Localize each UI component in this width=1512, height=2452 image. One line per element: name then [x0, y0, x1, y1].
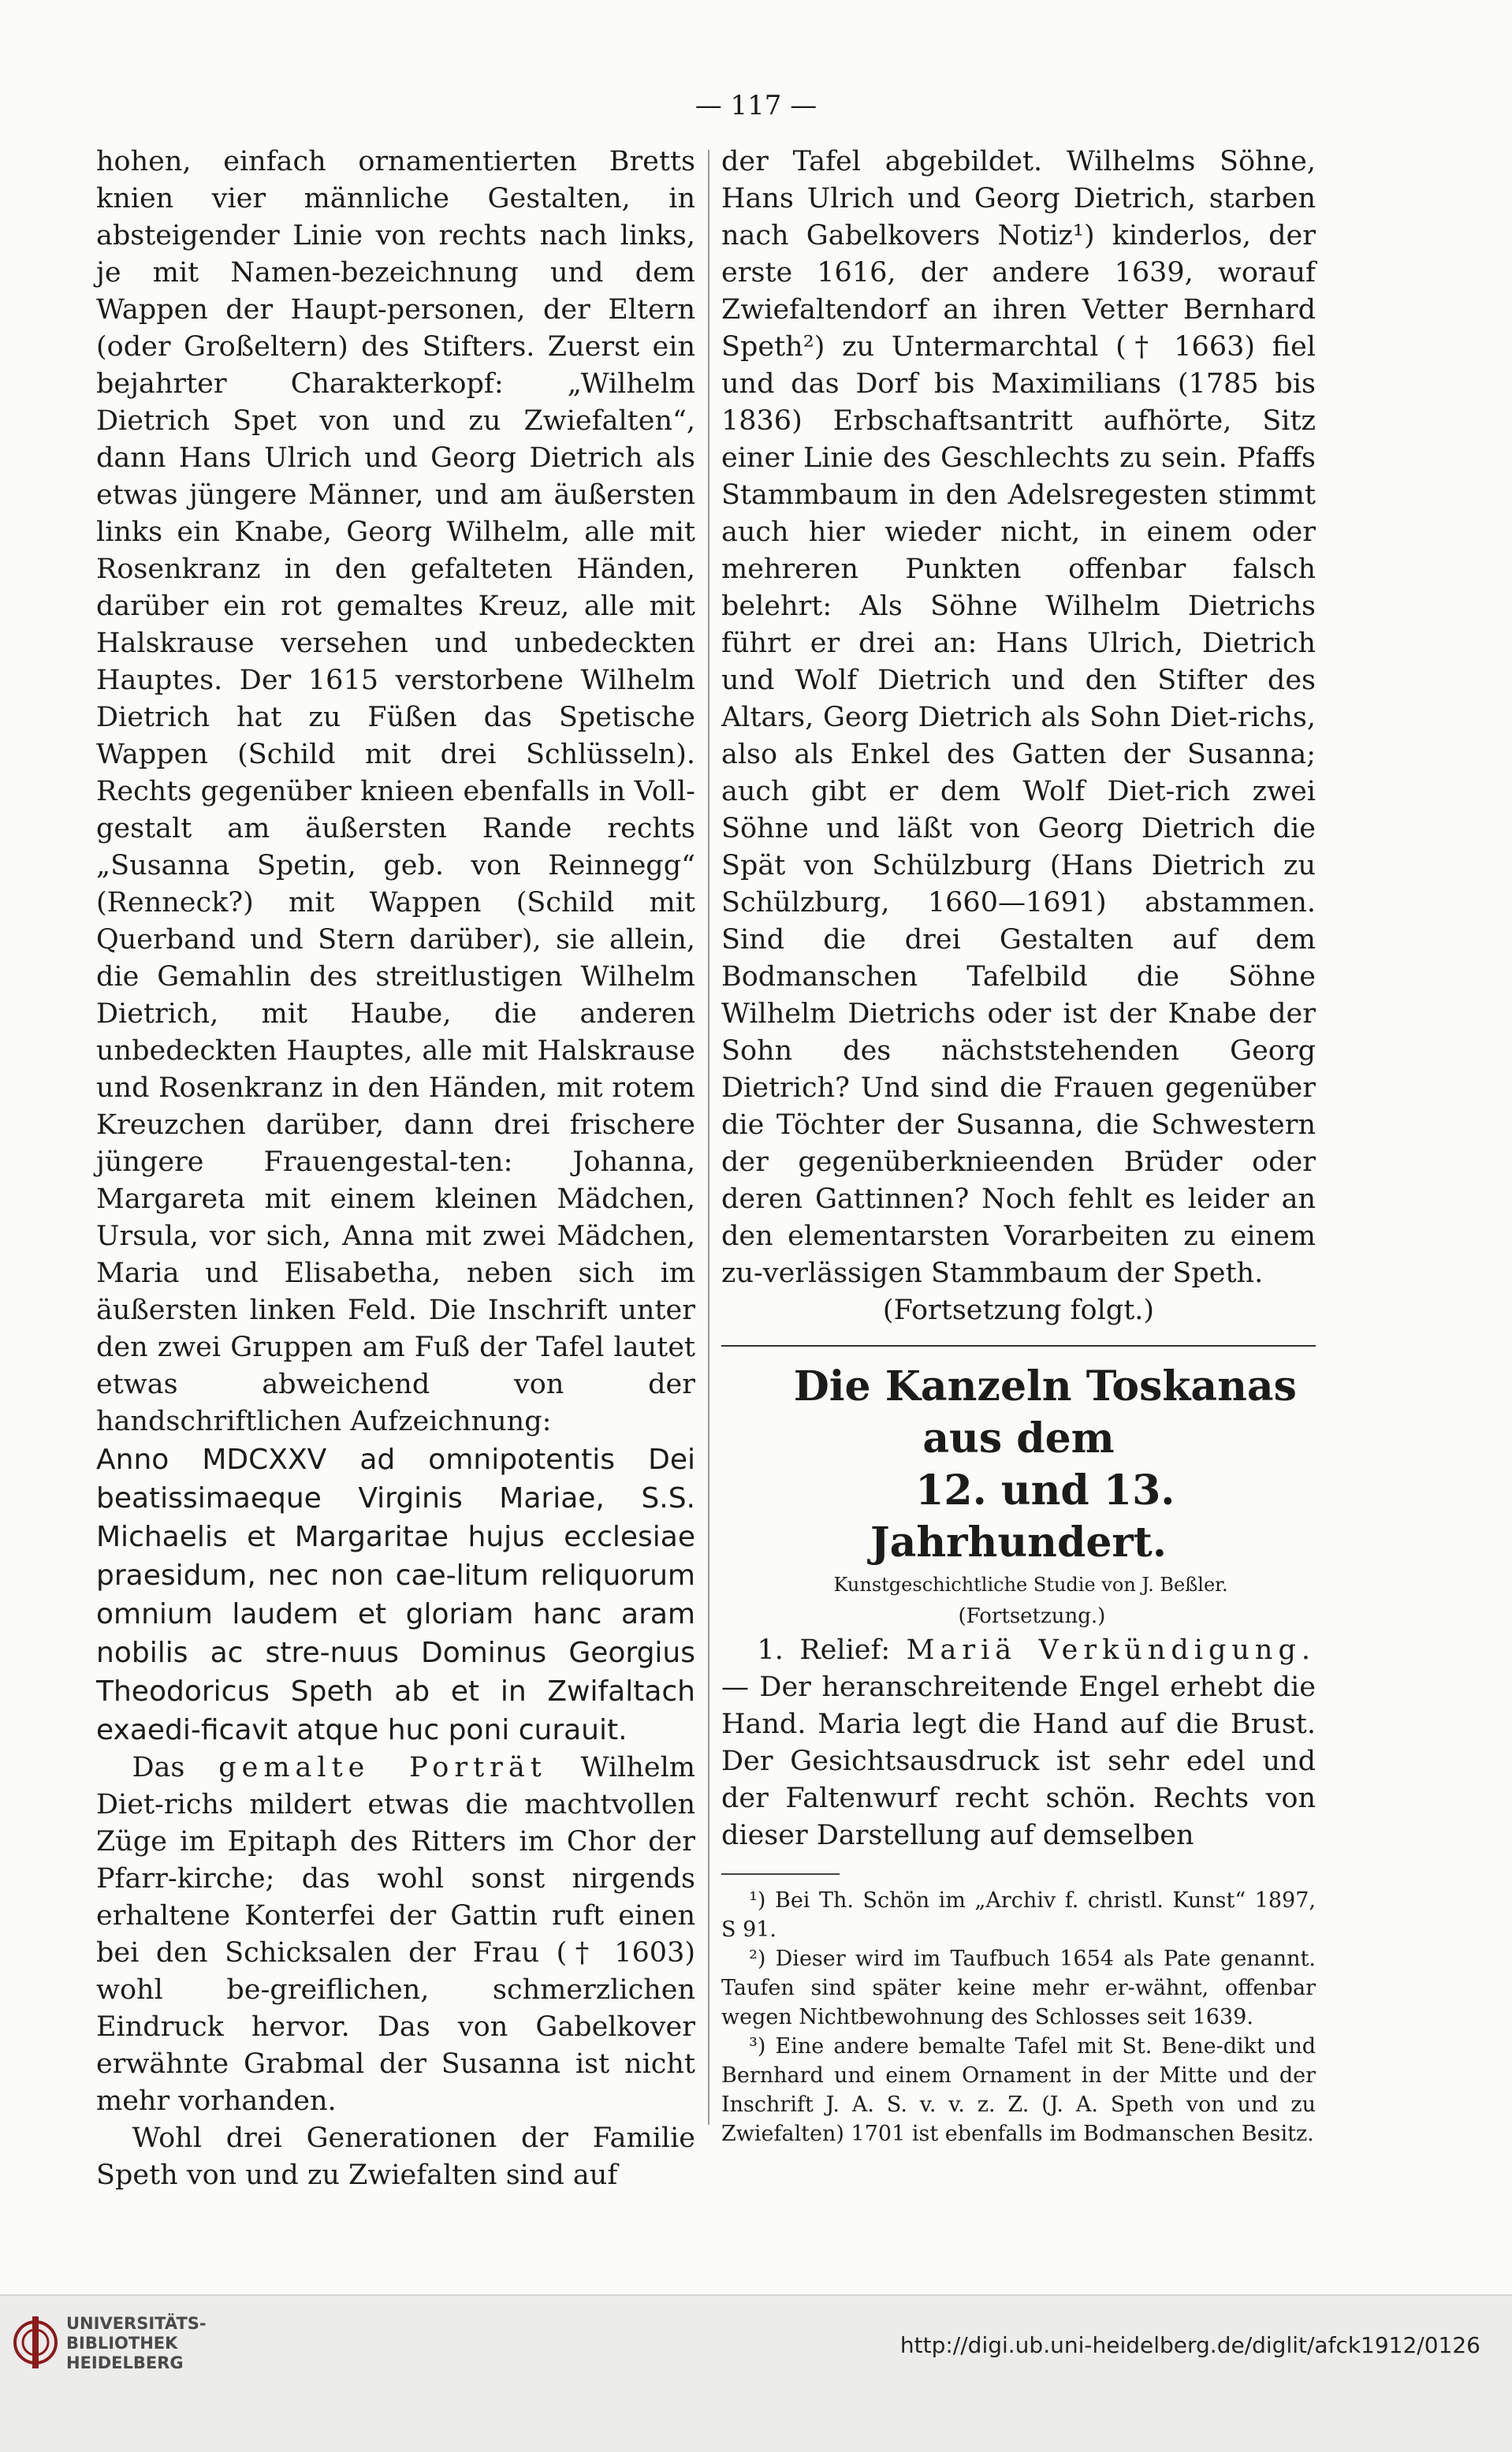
- continued-note: (Fortsetzung folgt.): [882, 1295, 1155, 1326]
- footer-bar: [0, 2294, 1512, 2452]
- library-name-line-3: HEIDELBERG: [66, 2353, 184, 2372]
- article-fortsetzung: (Fortsetzung.): [958, 1604, 1106, 1628]
- left-column: [96, 143, 695, 2194]
- footnote-2: ²) Dieser wird im Taufbuch 1654 als Pate genannt. Taufen sind später keine mehr er-wähnt, offenbar wegen Nichtbewohnung des Schlosses seit 1639.: [721, 1947, 1316, 2029]
- article-title-line-2: 12. und 13. Jahrhundert.: [870, 1466, 1175, 1567]
- left-paragraph-3: Wohl drei Generationen der Familie Speth von und zu Zwiefalten sind auf: [96, 2122, 695, 2191]
- left-paragraph-2: [96, 1750, 695, 2120]
- article-subtitle: Kunstgeschichtliche Studie von J. Beßler.: [833, 1574, 1228, 1596]
- library-name: [66, 2314, 207, 2373]
- page-number: — 117 —: [695, 90, 817, 121]
- footnote-rule: [721, 1873, 840, 1875]
- library-name-line-2: BIBLIOTHEK: [66, 2334, 178, 2353]
- footnote-3: ³) Eine andere bemalte Tafel mit St. Bene-dikt und Bernhard und einem Ornament in der Mitte und der Inschrift J. A. S. v. v. z. Z. (J. A. Speth von und zu Zwiefalten) 1701 ist ebenfalls im Bodmanschen Besitz.: [721, 2034, 1316, 2146]
- spaced-term-portraet: gemalte Porträt: [218, 1752, 547, 1783]
- right-paragraph-2-rest: — Der heranschreitende Engel erhebt die Hand. Maria legt die Hand auf die Brust. Der Gesichtsausdruck ist sehr edel und der Faltenwurf recht schön. Rechts von dieser Darstellung auf demselben: [721, 1671, 1316, 1851]
- section-rule: [721, 1345, 1316, 1347]
- footnote-1: ¹) Bei Th. Schön im „Archiv f. christl. Kunst“ 1897, S 91.: [721, 1888, 1316, 1942]
- left-paragraph-2-start: Das: [132, 1752, 219, 1783]
- left-paragraph-2-rest: Wilhelm Diet-richs mildert etwas die machtvollen Züge im Epitaph des Ritters im Chor der Pfarr-kirche; das wohl sonst nirgends erhaltene Konterfei der Gattin ruft einen bei den Schicksalen der Frau († 1603) wohl be-greiflichen, schmerzlichen Eindruck hervor. Das von Gabelkover erwähnte Grabmal der Susanna ist nicht mehr vorhanden.: [96, 1752, 695, 2117]
- spaced-term-verkuendigung: Mariä Verkündigung.: [906, 1634, 1316, 1666]
- library-seal-icon: [13, 2309, 58, 2376]
- article-title-line-1: Die Kanzeln Toskanas aus dem: [793, 1362, 1297, 1463]
- relief-label: 1. Relief:: [757, 1634, 907, 1666]
- right-paragraph-2: [721, 1632, 1316, 1854]
- library-name-line-1: UNIVERSITÄTS-: [66, 2314, 207, 2333]
- column-divider: [708, 150, 709, 2125]
- latin-inscription: Anno MDCXXV ad omnipotentis Dei beatissimaeque Virginis Mariae, S.S. Michaelis et Margaritae hujus ecclesiae praesidum, nec non cae-litum reliquorum omnium laudem et gloriam hanc aram nobilis ac stre-nuus Dominus Georgius Theodoricus Speth ab et in Zwifaltach exaedi-ficavit atque huc poni curauit.: [96, 1444, 695, 1746]
- source-url-link[interactable]: http://digi.ub.uni-heidelberg.de/diglit/afck1912/0126: [899, 2332, 1480, 2358]
- right-paragraph-1: der Tafel abgebildet. Wilhelms Söhne, Hans Ulrich und Georg Dietrich, starben nach Gabelkovers Notiz¹) kinderlos, der erste 1616, der andere 1639, worauf Zwiefaltendorf an ihren Vetter Bernhard Speth²) zu Untermarchtal († 1663) fiel und das Dorf bis Maximilians (1785 bis 1836) Erbschaftsantritt aufhörte, Sitz einer Linie des Geschlechts zu sein. Pfaffs Stammbaum in den Adelsregesten stimmt auch hier wieder nicht, in einem oder mehreren Punkten offenbar falsch belehrt: Als Söhne Wilhelm Dietrichs führt er drei an: Hans Ulrich, Dietrich und Wolf Dietrich und den Stifter des Altars, Georg Dietrich als Sohn Diet-richs, also als Enkel des Gatten der Susanna; auch gibt er dem Wolf Diet-rich zwei Söhne und läßt von Georg Dietrich die Spät von Schülzburg (Hans Dietrich zu Schülzburg, 1660—1691) abstammen. Sind die drei Gestalten auf dem Bodmanschen Tafelbild die Söhne Wilhelm Dietrichs oder ist der Knabe der Sohn des nächststehenden Georg Dietrich? Und sind die Frauen gegenüber die Töchter der Susanna, die Schwestern der gegenüberknieenden Brüder oder deren Gattinnen? Noch fehlt es leider an den elementarsten Vorarbeiten zu einem zu-verlässigen Stammbaum der Speth.: [721, 146, 1316, 1289]
- right-column: [721, 143, 1316, 2148]
- left-paragraph-1: hohen, einfach ornamentierten Bretts knien vier männliche Gestalten, in absteigender Linie von rechts nach links, je mit Namen-bezeichnung und dem Wappen der Haupt-personen, der Eltern (oder Großeltern) des Stifters. Zuerst ein bejahrter Charakterkopf: „Wilhelm Dietrich Spet von und zu Zwiefalten“, dann Hans Ulrich und Georg Dietrich als etwas jüngere Männer, und am äußersten links ein Knabe, Georg Wilhelm, alle mit Rosenkranz in den gefalteten Händen, darüber ein rot gemaltes Kreuz, alle mit Halskrause versehen und unbedeckten Hauptes. Der 1615 verstorbene Wilhelm Dietrich hat zu Füßen das Spetische Wappen (Schild mit drei Schlüsseln). Rechts gegenüber knieen ebenfalls in Voll-gestalt am äußersten Rande rechts „Susanna Spetin, geb. von Reinnegg“ (Renneck?) mit Wappen (Schild mit Querband und Stern darüber), sie allein, die Gemahlin des streitlustigen Wilhelm Dietrich, mit Haube, die anderen unbedeckten Hauptes, alle mit Halskrause und Rosenkranz in den Händen, mit rotem Kreuzchen darüber, dann drei frischere jüngere Frauengestal-ten: Johanna, Margareta mit einem kleinen Mädchen, Ursula, vor sich, Anna mit zwei Mädchen, Maria und Elisabetha, neben sich im äußersten linken Feld. Die Inschrift unter den zwei Gruppen am Fuß der Tafel lautet etwas abweichend von der handschriftlichen Aufzeichnung:: [96, 146, 695, 1437]
